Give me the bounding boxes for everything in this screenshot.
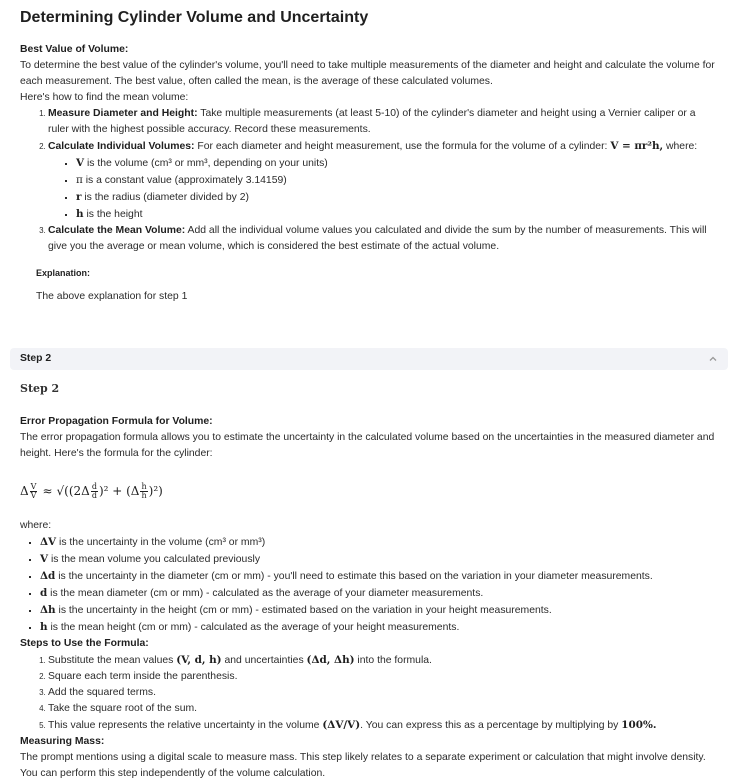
- best-value-intro: To determine the best value of the cylinder's volume, you'll need to take multiple measurements of the diameter and height and calculate the volume for each measurement. The best value, often called the mean, is the average of these calculated volumes.: [20, 60, 715, 87]
- best-value-section: [20, 42, 718, 305]
- list-item: ▪ π is a constant value (approximately 3.14159): [76, 172, 718, 189]
- list-item: 2. Calculate Individual Volumes: For each diameter and height measurement, use the formula for the volume of a cylinder: V = πr²h, where: ▪ V is the volume (cm³ or mm³, depending on your units) ▪ π is a constant value (approximately 3.14159) ▪ r is the radius (diameter divided by 2) ▪ h is the height: [48, 138, 718, 223]
- list-item: ▪ Δh is the uncertainty in the height (cm or mm) - estimated based on the variation in your height measurements.: [40, 602, 720, 619]
- list-item: 1. Substitute the mean values (V, d, h) and uncertainties (Δd, Δh) into the formula.: [48, 652, 720, 669]
- list-item: 3. Add the squared terms.: [48, 685, 720, 701]
- chevron-up-icon[interactable]: [708, 354, 718, 364]
- list-item: 2. Square each term inside the parenthesis.: [48, 669, 720, 685]
- list-item: 4. Take the square root of the sum.: [48, 701, 720, 717]
- error-propagation-heading: Error Propagation Formula for Volume:: [20, 416, 213, 427]
- formula-use-steps: [20, 652, 720, 734]
- list-item: ▪ h is the mean height (cm or mm) - calculated as the average of your height measurements.: [40, 619, 720, 636]
- list-item: 1. Measure Diameter and Height: Take multiple measurements (at least 5-10) of the cylinder's diameter and height using a Vernier caliper or a ruler with the highest possible accuracy. Record these measurements.: [48, 106, 718, 138]
- step-2-accordion-header[interactable]: [10, 348, 728, 370]
- list-item: ▪ V is the mean volume you calculated previously: [40, 551, 720, 568]
- page-title: Determining Cylinder Volume and Uncertainty: [20, 9, 369, 26]
- cylinder-volume-formula: V = πr²h,: [610, 140, 664, 152]
- where-label: where:: [20, 520, 52, 531]
- uncertainty-variables: [20, 534, 720, 636]
- list-item: ▪ V is the volume (cm³ or mm³, depending on your units): [76, 155, 718, 172]
- list-item: ▪ d is the mean diameter (cm or mm) - calculated as the average of your diameter measurements.: [40, 585, 720, 602]
- list-item: ▪ h is the height: [76, 206, 718, 223]
- explanation-label: Explanation:: [36, 268, 91, 278]
- step-2-header-label: Step 2: [20, 353, 52, 364]
- steps-to-use-heading: Steps to Use the Formula:: [20, 638, 149, 649]
- mean-volume-steps: [20, 106, 718, 255]
- error-propagation-formula: Δ $\frac{V}{V}$ ≈ √((2Δ $\frac{d}{d}$ )² + (Δ $\frac{h}{h}$ )²): [20, 481, 163, 500]
- list-item: 3. Calculate the Mean Volume: Add all the individual volume values you calculated and divide the sum by the number of measurements. This will give you the average or mean volume, which is considered the best estimate of the actual volume.: [48, 223, 718, 255]
- how-to-text: Here's how to find the mean volume:: [20, 92, 189, 103]
- error-propagation-intro: The error propagation formula allows you to estimate the uncertainty in the calculated volume based on the uncertainties in the measured diameter and height. Here's the formula for the cylinder:: [20, 432, 715, 459]
- list-item: ▪ ΔV is the uncertainty in the volume (cm³ or mm³): [40, 534, 720, 551]
- list-item: ▪ Δd is the uncertainty in the diameter (cm or mm) - you'll need to estimate this based on the variation in your diameter measurements.: [40, 568, 720, 585]
- step-2-sublabel: Step 2: [20, 382, 60, 395]
- measuring-mass-heading: Measuring Mass:: [20, 736, 105, 747]
- step-2-content: [20, 414, 720, 782]
- best-value-heading: Best Value of Volume:: [20, 44, 129, 55]
- list-item: ▪ r is the radius (diameter divided by 2): [76, 189, 718, 206]
- measuring-mass-text: The prompt mentions using a digital scale to measure mass. This step likely relates to a separate experiment or calculation that might involve density. You can perform this step independently of the volume calculation.: [20, 752, 706, 779]
- list-item: 5. This value represents the relative uncertainty in the volume (ΔV/V). You can express this as a percentage by multiplying by 100%.: [48, 717, 720, 734]
- formula-variables: [48, 155, 718, 223]
- explanation-text: The above explanation for step 1: [36, 291, 188, 302]
